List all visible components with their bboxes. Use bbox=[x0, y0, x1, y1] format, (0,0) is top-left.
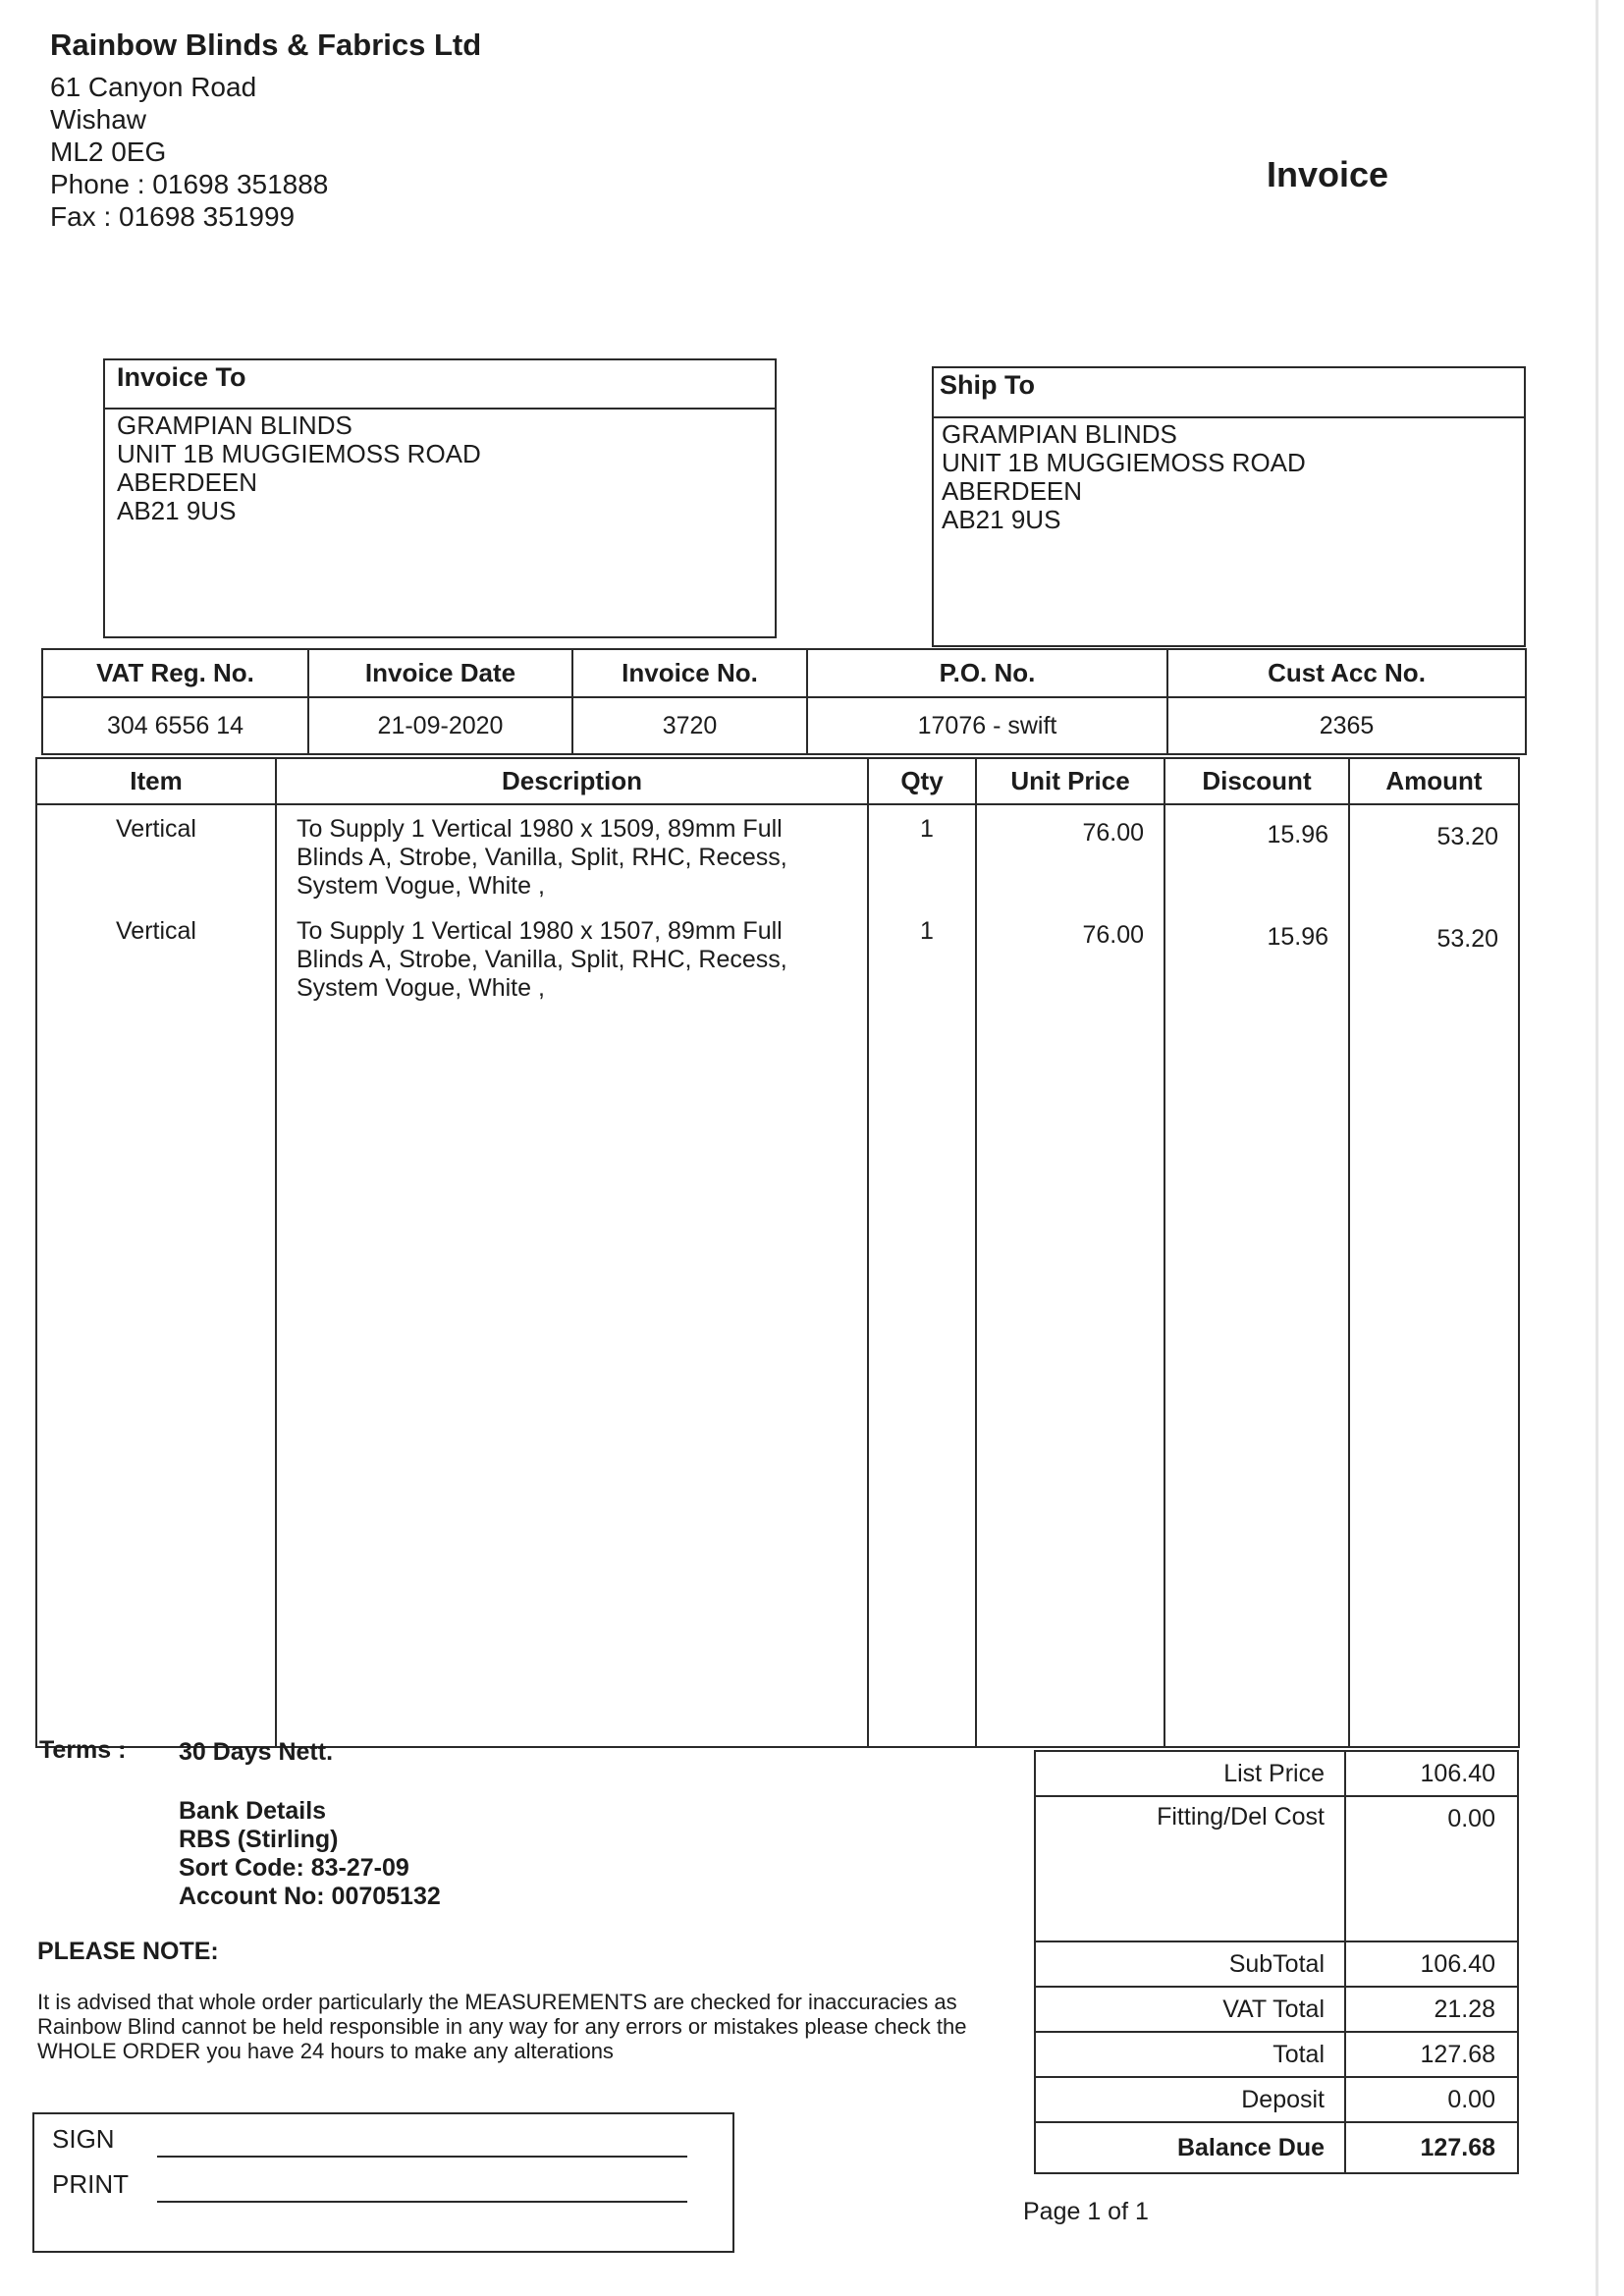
invoice-info-table bbox=[41, 648, 1527, 755]
item-header: Item bbox=[36, 758, 276, 804]
invoice-no-value: 3720 bbox=[572, 697, 807, 754]
totals-table bbox=[1034, 1750, 1519, 2174]
sign-label: SIGN bbox=[52, 2124, 115, 2154]
info-value-row bbox=[42, 697, 1526, 754]
subtotal-label: SubTotal bbox=[1035, 1941, 1345, 1987]
list-price-row bbox=[1035, 1751, 1518, 1796]
list-price-value: 106.40 bbox=[1345, 1751, 1518, 1796]
sort-code: Sort Code: 83-27-09 bbox=[179, 1854, 409, 1882]
deposit-label: Deposit bbox=[1035, 2077, 1345, 2122]
item-qty: 1 bbox=[920, 815, 934, 843]
discount-column bbox=[1164, 804, 1349, 1747]
items-header-row bbox=[36, 758, 1519, 804]
item-name: Vertical bbox=[116, 815, 196, 843]
invoice-to-address bbox=[105, 410, 775, 527]
invoice-date-value: 21-09-2020 bbox=[308, 697, 572, 754]
bank-details-heading: Bank Details bbox=[179, 1797, 327, 1825]
vat-label: VAT Total bbox=[1035, 1987, 1345, 2032]
po-no-value: 17076 - swift bbox=[807, 697, 1167, 754]
ship-to-heading: Ship To bbox=[934, 368, 1524, 418]
item-column bbox=[36, 804, 276, 1747]
item-unit-price: 76.00 bbox=[1082, 921, 1144, 949]
list-price-label: List Price bbox=[1035, 1751, 1345, 1796]
item-description: To Supply 1 Vertical 1980 x 1509, 89mm Full Blinds A, Strobe, Vanilla, Split, RHC, Recess, System Vogue, White , bbox=[297, 815, 787, 900]
items-body-row bbox=[36, 804, 1519, 1747]
bank-name: RBS (Stirling) bbox=[179, 1826, 339, 1853]
address-line: ABERDEEN bbox=[942, 476, 1083, 506]
bank-details bbox=[179, 1797, 441, 1911]
address-line: 61 Canyon Road bbox=[50, 72, 257, 102]
signature-box bbox=[32, 2112, 734, 2253]
cust-acc-header: Cust Acc No. bbox=[1167, 649, 1526, 697]
item-amount: 53.20 bbox=[1436, 925, 1498, 953]
sign-line[interactable] bbox=[157, 2156, 687, 2158]
subtotal-value: 106.40 bbox=[1345, 1941, 1518, 1987]
address-line: GRAMPIAN BLINDS bbox=[117, 410, 352, 440]
description-column bbox=[276, 804, 868, 1747]
amount-column bbox=[1349, 804, 1519, 1747]
balance-row bbox=[1035, 2122, 1518, 2173]
company-name: Rainbow Blinds & Fabrics Ltd bbox=[50, 27, 482, 62]
balance-value: 127.68 bbox=[1345, 2122, 1518, 2173]
item-discount: 15.96 bbox=[1267, 923, 1328, 951]
document-title: Invoice bbox=[1267, 154, 1389, 194]
total-row bbox=[1035, 2032, 1518, 2077]
subtotal-row bbox=[1035, 1941, 1518, 1987]
cust-acc-value: 2365 bbox=[1167, 697, 1526, 754]
balance-label: Balance Due bbox=[1035, 2122, 1345, 2173]
unit-price-header: Unit Price bbox=[976, 758, 1164, 804]
phone-line: Phone : 01698 351888 bbox=[50, 169, 329, 199]
print-line[interactable] bbox=[157, 2201, 687, 2203]
address-line: Wishaw bbox=[50, 104, 147, 135]
invoice-date-header: Invoice Date bbox=[308, 649, 572, 697]
invoice-to-heading: Invoice To bbox=[105, 360, 775, 410]
page-indicator: Page 1 of 1 bbox=[1023, 2198, 1149, 2225]
address-line: AB21 9US bbox=[117, 496, 237, 525]
items-table bbox=[35, 757, 1520, 1748]
description-header: Description bbox=[276, 758, 868, 804]
item-amount: 53.20 bbox=[1436, 823, 1498, 850]
terms-value: 30 Days Nett. bbox=[179, 1738, 334, 1766]
po-no-header: P.O. No. bbox=[807, 649, 1167, 697]
qty-header: Qty bbox=[868, 758, 976, 804]
item-unit-price: 76.00 bbox=[1082, 819, 1144, 847]
fitting-value: 0.00 bbox=[1345, 1796, 1518, 1941]
company-address bbox=[50, 71, 328, 233]
item-description: To Supply 1 Vertical 1980 x 1507, 89mm Full Blinds A, Strobe, Vanilla, Split, RHC, Recess, System Vogue, White , bbox=[297, 917, 787, 1002]
amount-header: Amount bbox=[1349, 758, 1519, 804]
address-line: UNIT 1B MUGGIEMOSS ROAD bbox=[117, 439, 481, 468]
unit-price-column bbox=[976, 804, 1164, 1747]
invoice-to-box bbox=[103, 358, 777, 638]
address-line: UNIT 1B MUGGIEMOSS ROAD bbox=[942, 448, 1306, 477]
fitting-row bbox=[1035, 1796, 1518, 1941]
account-number: Account No: 00705132 bbox=[179, 1883, 441, 1910]
total-value: 127.68 bbox=[1345, 2032, 1518, 2077]
note-text: It is advised that whole order particularly the MEASUREMENTS are checked for inaccuracies as Rainbow Blind cannot be held responsible in any way for any errors or mistakes please check the WHOLE ORDER you have 24 hours to make any alterations bbox=[37, 1990, 967, 2063]
note-title: PLEASE NOTE: bbox=[37, 1938, 219, 1965]
address-line: ML2 0EG bbox=[50, 137, 167, 167]
address-line: GRAMPIAN BLINDS bbox=[942, 419, 1177, 449]
scan-edge bbox=[1596, 0, 1598, 2296]
vat-reg-header: VAT Reg. No. bbox=[42, 649, 308, 697]
item-discount: 15.96 bbox=[1267, 821, 1328, 848]
terms-label: Terms : bbox=[39, 1736, 127, 1764]
info-header-row bbox=[42, 649, 1526, 697]
ship-to-address bbox=[934, 418, 1524, 536]
fax-line: Fax : 01698 351999 bbox=[50, 201, 296, 232]
item-qty: 1 bbox=[920, 917, 934, 945]
item-name: Vertical bbox=[116, 917, 196, 945]
vat-row bbox=[1035, 1987, 1518, 2032]
deposit-row bbox=[1035, 2077, 1518, 2122]
fitting-label: Fitting/Del Cost bbox=[1035, 1796, 1345, 1941]
vat-value: 21.28 bbox=[1345, 1987, 1518, 2032]
deposit-value: 0.00 bbox=[1345, 2077, 1518, 2122]
address-line: AB21 9US bbox=[942, 505, 1061, 534]
qty-column bbox=[868, 804, 976, 1747]
ship-to-box bbox=[932, 366, 1526, 647]
vat-reg-value: 304 6556 14 bbox=[42, 697, 308, 754]
print-label: PRINT bbox=[52, 2169, 129, 2199]
total-label: Total bbox=[1035, 2032, 1345, 2077]
invoice-no-header: Invoice No. bbox=[572, 649, 807, 697]
address-line: ABERDEEN bbox=[117, 467, 258, 497]
discount-header: Discount bbox=[1164, 758, 1349, 804]
